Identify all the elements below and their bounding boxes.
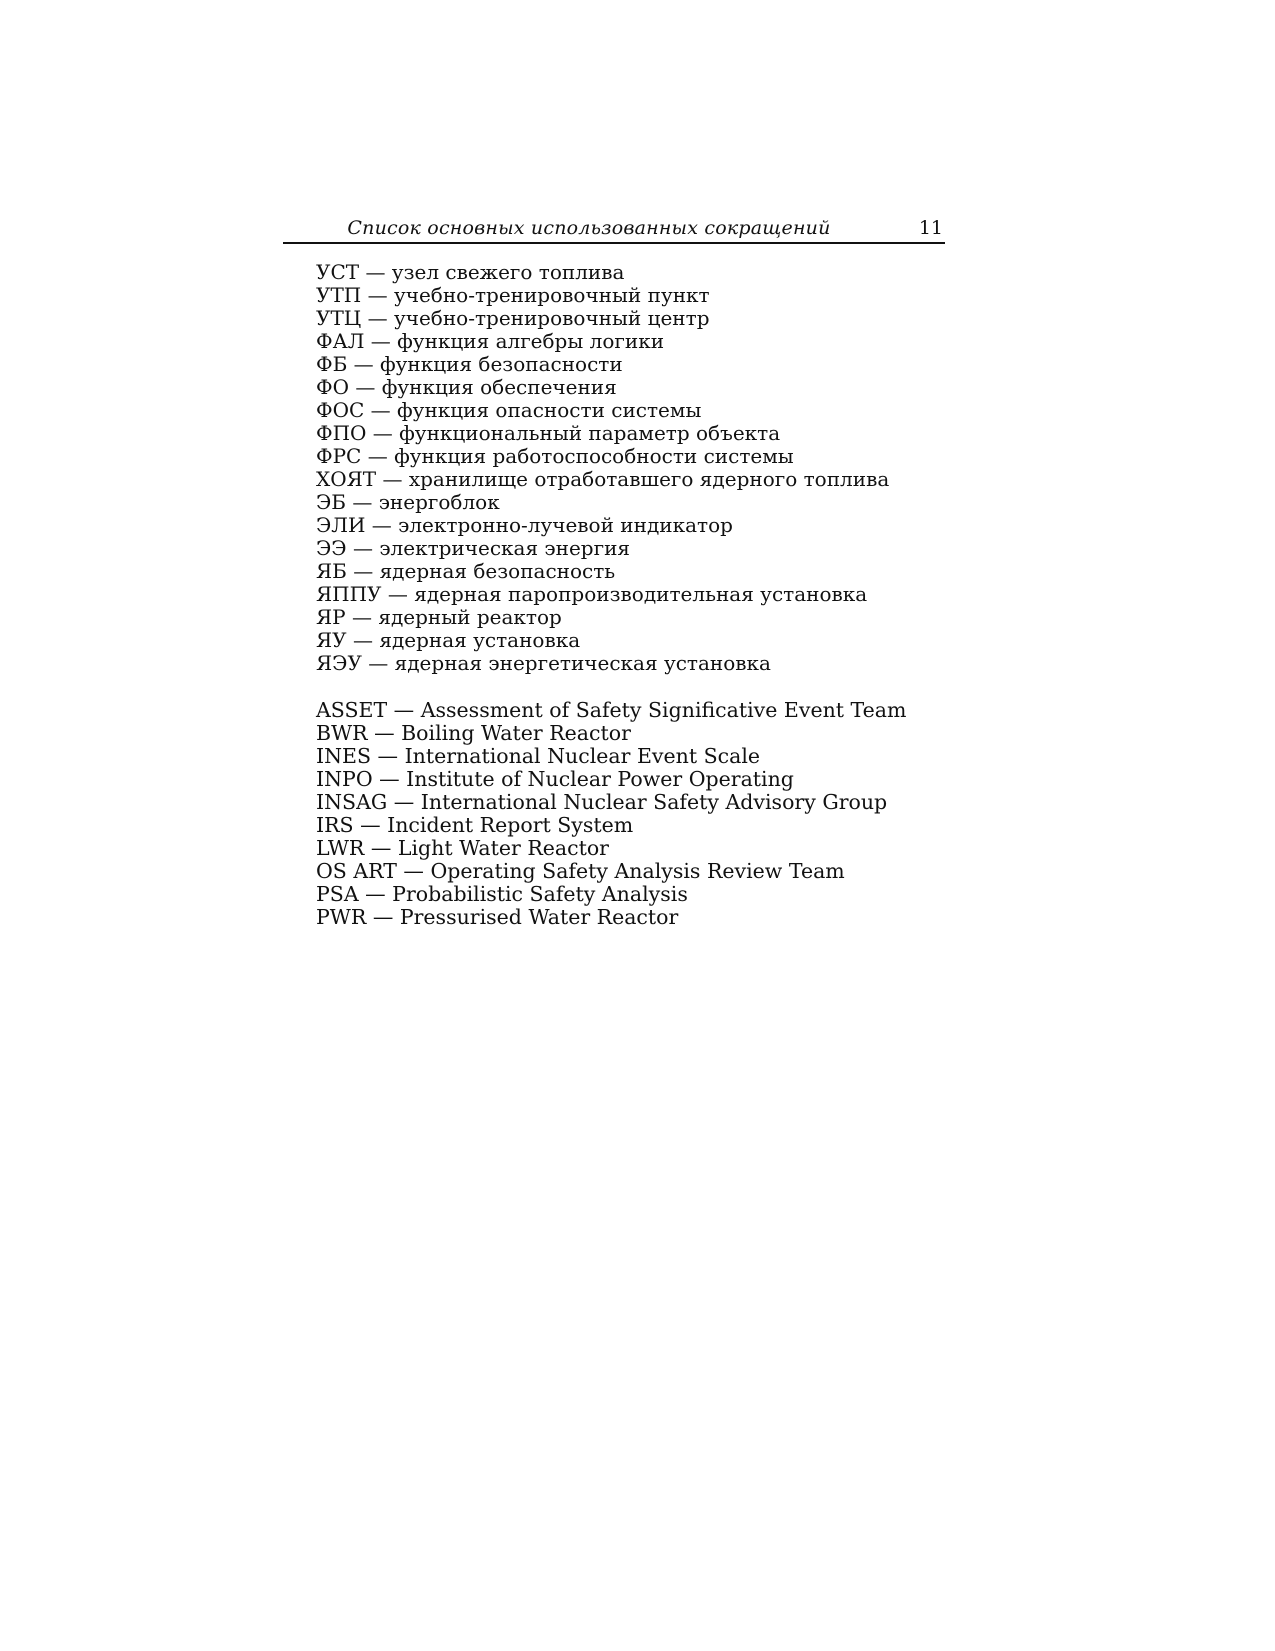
list-item: ЯЭУ — ядерная энергетическая установка [316, 651, 771, 675]
page-number: 11 [918, 217, 943, 239]
list-item: ФО — функция обеспечения [316, 375, 617, 399]
list-item: ЭЛИ — электронно-лучевой индикатор [316, 513, 733, 537]
running-header [283, 216, 945, 244]
header-title: Список основных использованных сокращений [347, 217, 831, 239]
list-item: INPO — Institute of Nuclear Power Operating [316, 767, 794, 791]
list-item: ЯР — ядерный реактор [316, 605, 562, 629]
list-item: ФПО — функциональный параметр объекта [316, 421, 781, 445]
list-item: ЯУ — ядерная установка [316, 628, 581, 652]
list-item: LWR — Light Water Reactor [316, 836, 609, 860]
list-item: BWR — Boiling Water Reactor [316, 721, 631, 745]
abbreviation-list-english [316, 699, 906, 929]
list-item: ФРС — функция работоспособности системы [316, 444, 794, 468]
list-item: PWR — Pressurised Water Reactor [316, 905, 679, 929]
list-item: PSA — Probabilistic Safety Analysis [316, 882, 688, 906]
list-item: УТП — учебно-тренировочный пункт [316, 283, 710, 307]
list-item: УСТ — узел свежего топлива [316, 260, 625, 284]
list-item: ФАЛ — функция алгебры логики [316, 329, 665, 353]
list-item: ХОЯТ — хранилище отработавшего ядерного топлива [316, 467, 890, 491]
list-item: IRS — Incident Report System [316, 813, 634, 837]
list-item: ЭБ — энергоблок [316, 490, 500, 514]
list-item: ФОС — функция опасности системы [316, 398, 702, 422]
list-item: ASSET — Assessment of Safety Significative Event Team [316, 698, 907, 722]
list-item: OS ART — Operating Safety Analysis Review Team [316, 859, 845, 883]
list-item: ЯБ — ядерная безопасность [316, 559, 616, 583]
list-item: ЯППУ — ядерная паропроизводительная установка [316, 582, 868, 606]
list-item: УТЦ — учебно-тренировочный центр [316, 306, 710, 330]
list-item: INSAG — International Nuclear Safety Advisory Group [316, 790, 888, 814]
list-item: ФБ — функция безопасности [316, 352, 623, 376]
list-item: ЭЭ — электрическая энергия [316, 536, 631, 560]
list-item: INES — International Nuclear Event Scale [316, 744, 761, 768]
abbreviation-list-russian [316, 261, 889, 675]
